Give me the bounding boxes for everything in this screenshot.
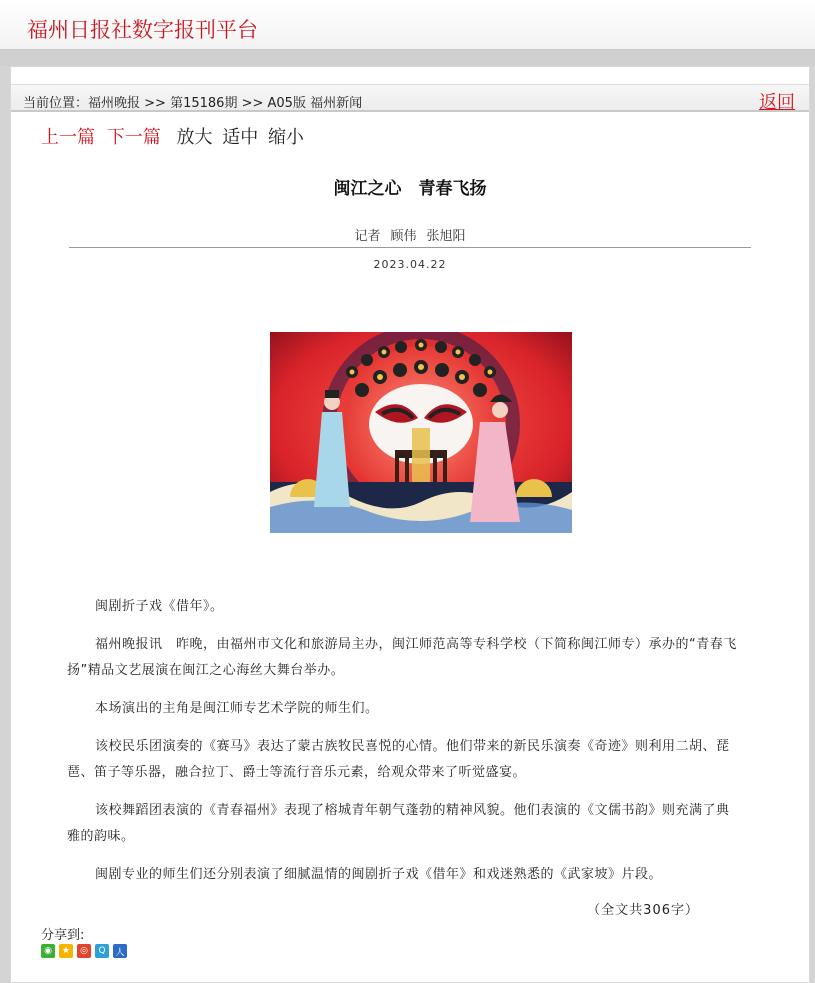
breadcrumb-bar (11, 84, 809, 112)
weibo-icon[interactable]: ◎ (77, 944, 91, 958)
author-label: 记者 (354, 229, 381, 244)
author-name: 顾伟 (390, 229, 417, 244)
share-label: 分享到: (41, 928, 85, 943)
article-paragraph: 闽剧折子戏《借年》。 (95, 599, 224, 614)
next-article-link[interactable]: 下一篇 (106, 127, 161, 148)
breadcrumb-prefix: 当前位置： (23, 96, 89, 111)
article-photo[interactable] (270, 332, 572, 533)
breadcrumb-paper-link[interactable]: 福州晚报 (88, 96, 141, 111)
article-paragraph: 该校民乐团演奏的《赛马》表达了蒙古族牧民喜悦的心情。他们带来的新民乐演奏《奇迹》则利用二胡、琵琶、笛子等乐器，融合拉丁、爵士等流行音乐元素，给观众带来了听觉盛宴。 (67, 739, 730, 780)
qq-icon[interactable]: Q (95, 944, 109, 958)
stage-photo-illustration (270, 332, 572, 533)
article-date: 2023.04.22 (373, 258, 447, 271)
top-header (0, 0, 815, 50)
share-icons (41, 944, 127, 958)
title-divider (69, 247, 751, 248)
prev-article-link[interactable]: 上一篇 (41, 127, 95, 148)
zoom-fit-button[interactable]: 适中 (222, 127, 259, 148)
author-name: 张旭阳 (426, 229, 466, 244)
article-title: 闽江之心 青春飞扬 (333, 179, 487, 199)
breadcrumb-separator: >> (237, 96, 268, 111)
back-link[interactable]: 返回 (759, 92, 795, 113)
breadcrumb-page-link[interactable]: A05版 福州新闻 (267, 96, 363, 111)
article-byline (11, 225, 809, 244)
article-body (67, 594, 739, 900)
breadcrumb (23, 92, 362, 111)
site-title: 福州日报社数字报刊平台 (27, 18, 258, 42)
article-paragraph: 该校舞蹈团表演的《青春福州》表现了榕城青年朝气蓬勃的精神风貌。他们表演的《文儒书韵》则充满了典雅的韵味。 (67, 803, 730, 844)
qzone-icon[interactable]: ★ (59, 944, 73, 958)
word-count: （全文共306字） (587, 903, 699, 918)
wechat-icon[interactable]: ◉ (41, 944, 55, 958)
article-paragraph: 本场演出的主角是闽江师专艺术学院的师生们。 (95, 701, 379, 716)
zoom-out-button[interactable]: 缩小 (267, 127, 304, 148)
article-paragraph: 闽剧专业的师生们还分别表演了细腻温情的闽剧折子戏《借年》和戏迷熟悉的《武家坡》片段。 (95, 867, 663, 882)
breadcrumb-separator: >> (140, 96, 171, 111)
header-divider (0, 50, 815, 66)
article-nav (41, 123, 304, 149)
renren-icon[interactable]: 人 (113, 944, 127, 958)
content-panel (10, 66, 810, 983)
zoom-in-button[interactable]: 放大 (176, 127, 213, 148)
breadcrumb-issue-link[interactable]: 第15186期 (170, 96, 238, 111)
article-paragraph: 福州晚报讯 昨晚，由福州市文化和旅游局主办，闽江师范高等专科学校（下简称闽江师专）承办的“青春飞扬”精品文艺展演在闽江之心海丝大舞台举办。 (67, 637, 737, 678)
